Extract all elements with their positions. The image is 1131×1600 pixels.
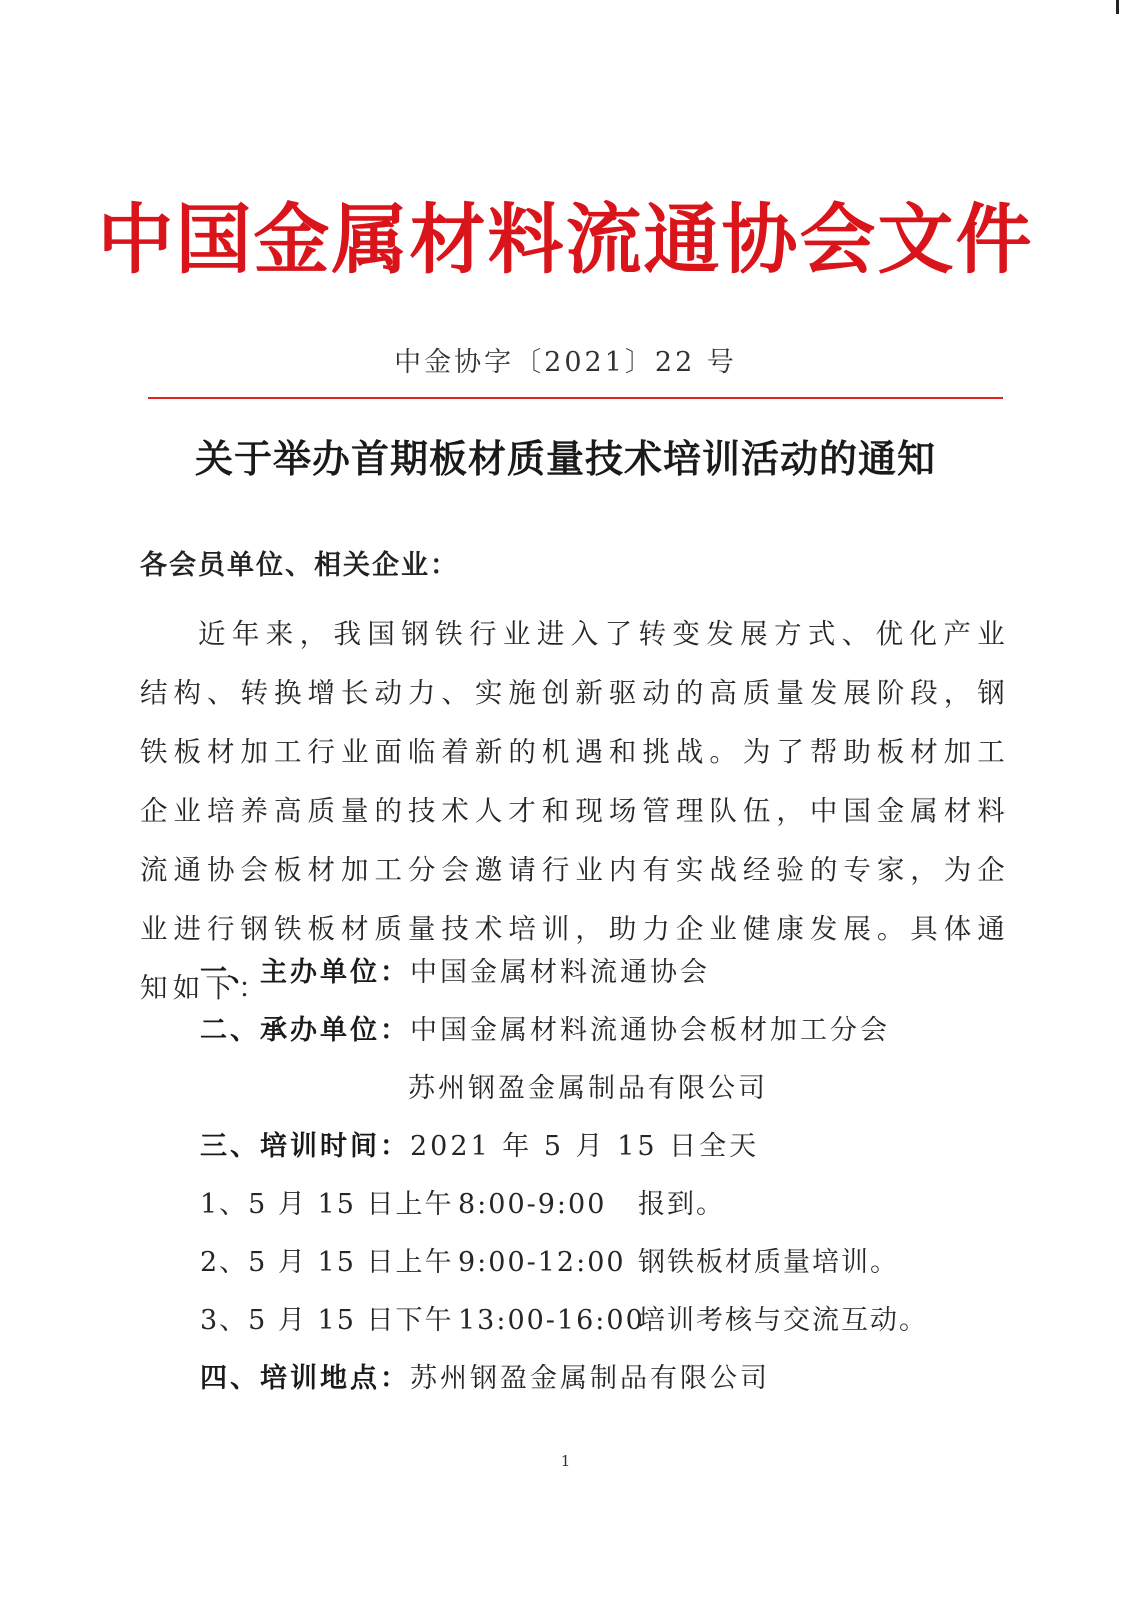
page-number: 1 <box>560 1452 571 1470</box>
schedule-activity: 培训考核与交流互动。 <box>638 1305 928 1336</box>
training-time-line <box>200 1124 759 1163</box>
training-location-value: 苏州钢盈金属制品有限公司 <box>410 1363 770 1394</box>
training-time-value: 2021 年 5 月 15 日全天 <box>410 1131 760 1162</box>
schedule-time: 13:00-16:00 <box>458 1305 645 1336</box>
schedule-activity: 报到。 <box>638 1189 725 1220</box>
schedule-row <box>200 1240 899 1279</box>
schedule-time: 9:00-12:00 <box>458 1247 626 1278</box>
red-divider-line <box>148 397 1003 399</box>
schedule-activity: 钢铁板材质量培训。 <box>638 1247 899 1278</box>
body-paragraph: 近年来，我国钢铁行业进入了转变发展方式、优化产业结构、转换增长动力、实施创新驱动的高质量发展阶段，钢铁板材加工行业面临着新的机遇和挑战。为了帮助板材加工企业培养高质量的技术人才和现场管理队伍，中国金属材料流通协会板材加工分会邀请行业内有实战经验的专家，为企业进行钢铁板材质量技术培训，助力企业健康发展。具体通知如下： <box>140 618 1010 1004</box>
schedule-time: 8:00-9:00 <box>458 1189 607 1220</box>
organizer-unit-line-2 <box>408 1066 768 1105</box>
document-number: 中金协字〔2021〕22 号 <box>394 347 737 378</box>
organizer-unit-line <box>200 1008 890 1047</box>
organizer-unit-label: 二、承办单位： <box>200 1015 410 1046</box>
scan-corner-mark <box>1116 0 1119 14</box>
issuer-header-title: 中国金属材料流通协会文件 <box>97 195 1034 284</box>
host-unit-line <box>200 950 710 989</box>
host-unit-value: 中国金属材料流通协会 <box>410 957 710 988</box>
salutation: 各会员单位、相关企业： <box>140 550 459 581</box>
training-time-label: 三、培训时间： <box>200 1131 410 1162</box>
schedule-when: 2、5 月 15 日上午 <box>200 1247 454 1278</box>
schedule-when: 1、5 月 15 日上午 <box>200 1189 454 1220</box>
organizer-unit-value-2: 苏州钢盈金属制品有限公司 <box>408 1073 768 1104</box>
schedule-row <box>200 1298 928 1337</box>
notice-title: 关于举办首期板材质量技术培训活动的通知 <box>194 437 936 481</box>
training-location-line <box>200 1356 770 1395</box>
schedule-when: 3、5 月 15 日下午 <box>200 1305 454 1336</box>
training-location-label: 四、培训地点： <box>200 1363 410 1394</box>
host-unit-label: 一、主办单位： <box>200 957 410 988</box>
organizer-unit-value-1: 中国金属材料流通协会板材加工分会 <box>410 1015 890 1046</box>
schedule-row <box>200 1182 725 1221</box>
